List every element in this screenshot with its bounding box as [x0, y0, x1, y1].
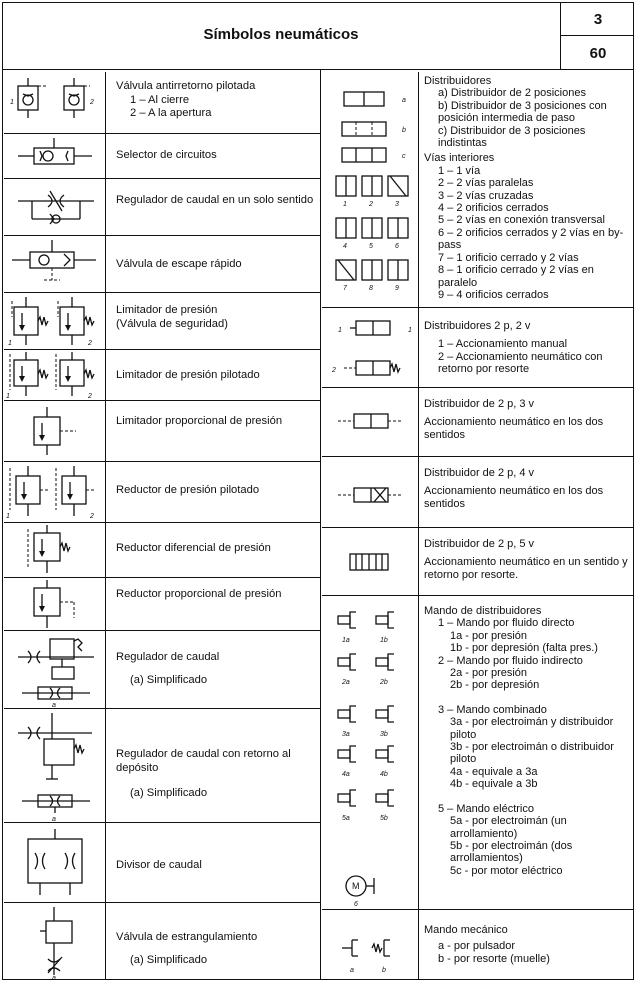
mando-line-3: 3 – Mando combinado	[438, 703, 547, 716]
regulador-caudal-title: Regulador de caudal	[116, 651, 220, 663]
estrangulamiento-svg	[4, 903, 106, 980]
label-1: 1	[8, 340, 12, 347]
mando-3b-label: 3b	[380, 731, 388, 738]
reductor-pilotado-svg	[4, 462, 106, 523]
symbol-regulador-caudal-icon	[4, 631, 106, 708]
limitador-proporcional-title: Limitador proporcional de presión	[116, 415, 283, 427]
vias-item-5: 5 – 2 vías en conexión transversal	[438, 214, 605, 227]
d23-line-1: Accionamiento neumático en los dos sentidos	[424, 416, 604, 441]
page-number: 60	[589, 44, 607, 62]
d22-title: Distribuidores 2 p, 2 v	[424, 320, 531, 332]
mando-line-1a: 1a - por presión	[450, 629, 528, 642]
via-7-path	[338, 260, 354, 280]
mando-5b-symbol-icon	[388, 790, 394, 806]
vias-item-7: 7 – 1 orificio cerrado y 2 vías	[438, 251, 579, 264]
row-limitador	[4, 293, 320, 350]
mando-5a-label: 5a	[342, 815, 350, 822]
reductor-proporcional-svg	[4, 578, 106, 631]
symbol-mando-icon	[322, 596, 419, 909]
mando-3a-label: 3a	[342, 731, 350, 738]
label-2: 2	[90, 99, 94, 106]
reductor-proporcional-title: Reductor proporcional de presión	[116, 588, 282, 600]
symbol-mecanico-icon	[322, 910, 419, 980]
label-a: a	[52, 816, 56, 823]
mando-line-5a: 5a - por electroimán (un arrollamiento)	[450, 815, 567, 840]
selector-title: Selector de circuitos	[116, 149, 217, 161]
limitador-proporcional-svg	[4, 401, 106, 462]
symbol-limitador-pilotado-icon	[4, 350, 106, 400]
chapter-number: 3	[593, 10, 603, 28]
limitador-line-1: (Válvula de seguridad)	[116, 317, 228, 330]
via-9-label: 9	[395, 285, 399, 292]
regulador-caudal-line-1: (a) Simplificado	[130, 673, 208, 686]
symbol-regulador-retorno-icon	[4, 709, 106, 822]
d23-svg	[322, 388, 419, 457]
mando-1b-symbol-icon	[388, 612, 394, 628]
row-reductor-diferencial	[4, 523, 320, 578]
row-antirretorno	[4, 72, 320, 134]
d24-title: Distribuidor de 2 p, 4 v	[424, 467, 535, 479]
symbol-divisor-icon	[4, 823, 106, 902]
symbol-d25-icon	[322, 528, 419, 595]
estrangulamiento-line-1: (a) Simplificado	[130, 953, 208, 966]
selector-svg	[4, 134, 106, 179]
d25-line-1: Accionamiento neumático en un sentido y retorno por resorte.	[424, 556, 628, 581]
row-escape-rapido	[4, 236, 320, 293]
vias-item-3: 3 – 2 vías cruzadas	[438, 189, 534, 202]
row-reductor-proporcional	[4, 578, 320, 631]
mando-line-5c: 5c - por motor eléctrico	[450, 864, 563, 877]
mando-4a-label: 4a	[342, 771, 350, 778]
d22-line-2: 2 – Accionamiento neumático con retorno por resorte	[438, 350, 603, 376]
mando-4b-symbol-icon	[388, 746, 394, 762]
d25-title: Distribuidor de 2 p, 5 v	[424, 538, 535, 550]
regulador-retorno-title: Regulador de caudal con retorno al depósito	[116, 748, 291, 774]
symbol-d23-icon	[322, 388, 419, 456]
antirretorno-title: Válvula antirretorno pilotada	[116, 80, 256, 92]
mando-5a-actuator	[338, 794, 350, 802]
label-mec-b: b	[382, 967, 386, 974]
row-d23	[322, 388, 634, 457]
limitador-pilotado-title: Limitador de presión pilotado	[116, 369, 260, 381]
mando-line-1b: 1b - por depresión (falta pres.)	[450, 642, 598, 655]
via-8-label: 8	[369, 285, 373, 292]
row-estrangulamiento	[4, 903, 320, 980]
vias-item-1: 1 – 1 vía	[438, 164, 481, 177]
label-d22-1: 1	[338, 327, 342, 334]
vias-item-8: 8 – 1 orificio cerrado y 2 vías en paralelo	[438, 264, 594, 289]
estrangulamiento-title: Válvula de estrangulamiento	[116, 931, 258, 943]
antirretorno-svg	[4, 72, 106, 134]
mando-title: Mando de distribuidores	[424, 605, 542, 617]
motor-label: M	[352, 881, 360, 891]
via-3-label: 3	[395, 201, 399, 208]
via-5-label: 5	[369, 243, 373, 250]
distribuidores-title: Distribuidores	[424, 75, 492, 87]
label-2: 2	[90, 513, 94, 520]
mando-5b-label: 5b	[380, 815, 388, 822]
mando-line-2: 2 – Mando por fluido indirecto	[438, 654, 583, 667]
mando-line-3b: 3b - por electroimán o distribuidor piloto	[450, 741, 614, 766]
label-dist-c: c	[402, 153, 406, 160]
symbol-limitador-proporcional-icon	[4, 401, 106, 461]
label-a: a	[52, 702, 56, 709]
symbol-limitador-icon	[4, 293, 106, 349]
symbol-selector-icon	[4, 134, 106, 178]
mando-4a-symbol-icon	[350, 746, 356, 762]
antirretorno-line-2: 2 – A la apertura	[130, 107, 212, 119]
row-limitador-proporcional	[4, 401, 320, 462]
mando-3a-symbol-icon	[350, 706, 356, 722]
row-regulador-caudal	[4, 631, 320, 709]
label-dist-b: b	[402, 127, 406, 134]
d22-line-1: 1 – Accionamiento manual	[438, 338, 568, 351]
divisor-title: Divisor de caudal	[116, 859, 202, 871]
header-divider	[560, 2, 561, 70]
limitador-title: Limitador de presión	[116, 304, 218, 316]
symbol-reductor-proporcional-icon	[4, 578, 106, 630]
mando-5b-actuator	[376, 794, 388, 802]
symbol-escape-rapido-icon	[4, 236, 106, 292]
mando-4b-label: 4b	[380, 771, 388, 778]
page	[2, 2, 634, 980]
mando-1b-actuator	[376, 616, 388, 624]
mando-3b-symbol-icon	[388, 706, 394, 722]
distribuidores-svg	[322, 72, 419, 308]
row-d25	[322, 528, 634, 596]
vias-item-4: 4 – 2 orificios cerrados	[438, 202, 549, 215]
symbol-d22-icon	[322, 308, 419, 387]
vias-item-9: 9 – 4 orificios cerrados	[438, 288, 549, 301]
escape-rapido-svg	[4, 236, 106, 293]
mando-2b-symbol-icon	[388, 654, 394, 670]
mando-1a-label: 1a	[342, 637, 350, 644]
mecanico-svg	[322, 910, 419, 980]
via-2-label: 2	[369, 201, 373, 208]
via-4-label: 4	[343, 243, 347, 250]
mecanico-title: Mando mecánico	[424, 924, 508, 936]
page-title: Símbolos neumáticos	[203, 26, 359, 43]
regulador-retorno-line-1: (a) Simplificado	[130, 787, 208, 799]
d25-svg	[322, 528, 419, 596]
row-divisor	[4, 823, 320, 903]
distribuidores-item-a: a) Distribuidor de 2 posiciones	[438, 87, 586, 100]
reductor-diferencial-svg	[4, 523, 106, 578]
mando-6-label: 6	[354, 901, 358, 908]
mando-2a-actuator	[338, 658, 350, 666]
label-d22-1b: 1	[408, 327, 412, 334]
row-reductor-pilotado	[4, 462, 320, 523]
vias-title: Vías interiores	[424, 152, 495, 165]
label-1: 1	[6, 393, 10, 400]
regulador-retorno-svg	[4, 709, 106, 823]
mecanico-line-b: b - por resorte (muelle)	[438, 952, 550, 965]
limitador-pilotado-svg	[4, 350, 106, 401]
mando-3a-actuator	[338, 710, 350, 718]
mando-1a-symbol-icon	[350, 612, 356, 628]
mando-4b-actuator	[376, 750, 388, 758]
label-d22-2: 2	[332, 367, 336, 374]
mando-4a-actuator	[338, 750, 350, 758]
mando-line-5b: 5b - por electroimán (dos arrollamientos)	[450, 839, 573, 865]
mando-5a-symbol-icon	[350, 790, 356, 806]
column-divider	[320, 70, 321, 980]
vias-item-2: 2 – 2 vías paralelas	[438, 177, 534, 190]
label-dist-a: a	[402, 97, 406, 104]
symbol-d24-icon	[322, 457, 419, 527]
regulador-caudal-svg	[4, 631, 106, 709]
d23-title: Distribuidor de 2 p, 3 v	[424, 398, 535, 410]
reductor-diferencial-title: Reductor diferencial de presión	[116, 542, 271, 554]
mando-1a-actuator	[338, 616, 350, 624]
regulador-sentido-svg	[4, 179, 106, 236]
row-d24	[322, 457, 634, 528]
label-2: 2	[88, 340, 92, 347]
symbol-distribuidores-icon	[322, 72, 419, 307]
antirretorno-line-1: 1 – Al cierre	[130, 93, 190, 106]
limitador-svg	[4, 293, 106, 350]
mando-line-2a: 2a - por presión	[450, 667, 528, 680]
label-1: 1	[10, 99, 14, 106]
d24-line-1: Accionamiento neumático en los dos sentidos	[424, 485, 604, 510]
mando-2b-actuator	[376, 658, 388, 666]
mando-line-1: 1 – Mando por fluido directo	[438, 617, 575, 630]
mando-1b-label: 1b	[380, 637, 388, 644]
mecanico-line-a: a - por pulsador	[438, 940, 516, 953]
mando-2a-label: 2a	[342, 679, 350, 686]
symbol-reductor-pilotado-icon	[4, 462, 106, 522]
via-6-label: 6	[395, 243, 399, 250]
row-d22	[322, 308, 634, 388]
header-number-divider	[560, 35, 634, 36]
via-1-label: 1	[343, 201, 347, 208]
via-7-label: 7	[343, 285, 347, 292]
mando-line-5: 5 – Mando eléctrico	[438, 802, 534, 815]
symbol-estrangulamiento-icon	[4, 903, 106, 980]
divisor-svg	[4, 823, 106, 903]
label-2: 2	[88, 393, 92, 400]
vias-item-6: 6 – 2 orificios cerrados y 2 vías en by-pass	[438, 226, 624, 252]
mando-line-2b: 2b - por depresión	[450, 679, 540, 692]
mando-2b-label: 2b	[380, 679, 388, 686]
d22-svg	[322, 308, 419, 388]
mando-svg	[322, 596, 419, 910]
row-mecanico	[322, 910, 634, 980]
escape-rapido-title: Válvula de escape rápido	[116, 258, 242, 270]
row-mando	[322, 596, 634, 910]
label-1: 1	[6, 513, 10, 520]
mando-line-3a: 3a - por electroimán y distribuidor piloto	[450, 716, 614, 741]
distribuidores-item-c: c) Distribuidor de 3 posiciones indistintas	[438, 124, 586, 150]
row-distribuidores	[322, 72, 634, 308]
mando-2a-symbol-icon	[350, 654, 356, 670]
label-mec-a: a	[350, 967, 354, 974]
row-regulador-sentido	[4, 179, 320, 236]
distribuidores-item-b: b) Distribuidor de 3 posiciones con posición intermedia de paso	[438, 99, 607, 125]
via-3-path	[390, 176, 406, 196]
symbol-reductor-diferencial-icon	[4, 523, 106, 577]
row-limitador-pilotado	[4, 350, 320, 401]
reductor-pilotado-title: Reductor de presión pilotado	[116, 484, 260, 496]
symbol-antirretorno-icon	[4, 72, 106, 133]
mando-3b-actuator	[376, 710, 388, 718]
mando-line-4b: 4b - equivale a 3b	[450, 778, 538, 791]
row-selector	[4, 134, 320, 179]
symbol-regulador-sentido-icon	[4, 179, 106, 235]
label-a: a	[52, 975, 56, 980]
mando-line-4a: 4a - equivale a 3a	[450, 765, 538, 778]
row-regulador-retorno	[4, 709, 320, 823]
regulador-sentido-title: Regulador de caudal en un solo sentido	[116, 194, 314, 206]
d24-svg	[322, 457, 419, 528]
